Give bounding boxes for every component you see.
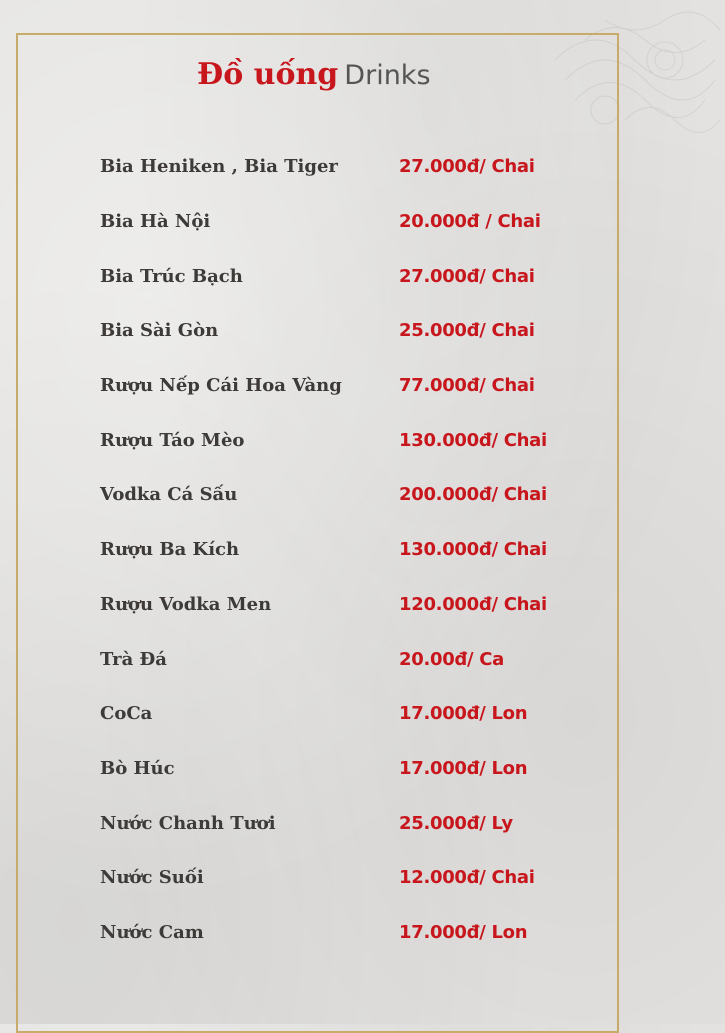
menu-item-name: Bia Heniken , Bia Tiger (100, 156, 338, 177)
menu-item-price: 130.000đ/ Chai (399, 539, 547, 560)
menu-item (0, 534, 725, 566)
menu-item-name: Nước Chanh Tươi (100, 813, 276, 834)
menu-item-price: 25.000đ/ Ly (399, 813, 513, 834)
menu-item-price: 200.000đ/ Chai (399, 484, 547, 505)
menu-item-price: 17.000đ/ Lon (399, 758, 528, 779)
title-vietnamese: Đồ uống (197, 57, 339, 92)
menu-item-price: 77.000đ/ Chai (399, 375, 535, 396)
menu-item (0, 151, 725, 183)
menu-item-name: Bia Hà Nội (100, 211, 211, 232)
menu-item-name: Rượu Ba Kích (100, 539, 240, 560)
menu-item-price: 25.000đ/ Chai (399, 320, 535, 341)
menu-item-price: 17.000đ/ Lon (399, 703, 528, 724)
menu-item-price: 20.00đ/ Ca (399, 649, 505, 670)
title-english: Drinks (344, 60, 431, 91)
menu-item-name: Vodka Cá Sấu (100, 484, 238, 505)
menu-item-name: Rượu Táo Mèo (100, 430, 245, 451)
menu-item (0, 206, 725, 238)
menu-item-price: 130.000đ/ Chai (399, 430, 547, 451)
menu-item-name: CoCa (100, 703, 153, 724)
menu-item (0, 644, 725, 676)
menu-item (0, 425, 725, 457)
menu-item (0, 862, 725, 894)
menu-item (0, 698, 725, 730)
menu-item (0, 370, 725, 402)
menu-item (0, 315, 725, 347)
menu-item-price: 120.000đ/ Chai (399, 594, 547, 615)
page-title (197, 52, 431, 102)
menu-item-price: 27.000đ/ Chai (399, 266, 535, 287)
menu-item (0, 261, 725, 293)
menu-item-name: Bò Húc (100, 758, 175, 779)
menu-item (0, 917, 725, 949)
menu-item-price: 17.000đ/ Lon (399, 922, 528, 943)
menu-item (0, 479, 725, 511)
menu-item (0, 589, 725, 621)
menu-item-name: Nước Cam (100, 922, 204, 943)
menu-item-price: 12.000đ/ Chai (399, 867, 535, 888)
menu-item-name: Rượu Vodka Men (100, 594, 272, 615)
menu-item-name: Nước Suối (100, 867, 204, 888)
menu-item (0, 808, 725, 840)
menu-item-price: 20.000đ / Chai (399, 211, 541, 232)
menu-item-name: Bia Trúc Bạch (100, 266, 243, 287)
menu-item-name: Bia Sài Gòn (100, 320, 219, 341)
menu-item-price: 27.000đ/ Chai (399, 156, 535, 177)
menu-item-name: Rượu Nếp Cái Hoa Vàng (100, 375, 342, 396)
menu-item (0, 753, 725, 785)
menu-item-name: Trà Đá (100, 649, 167, 670)
